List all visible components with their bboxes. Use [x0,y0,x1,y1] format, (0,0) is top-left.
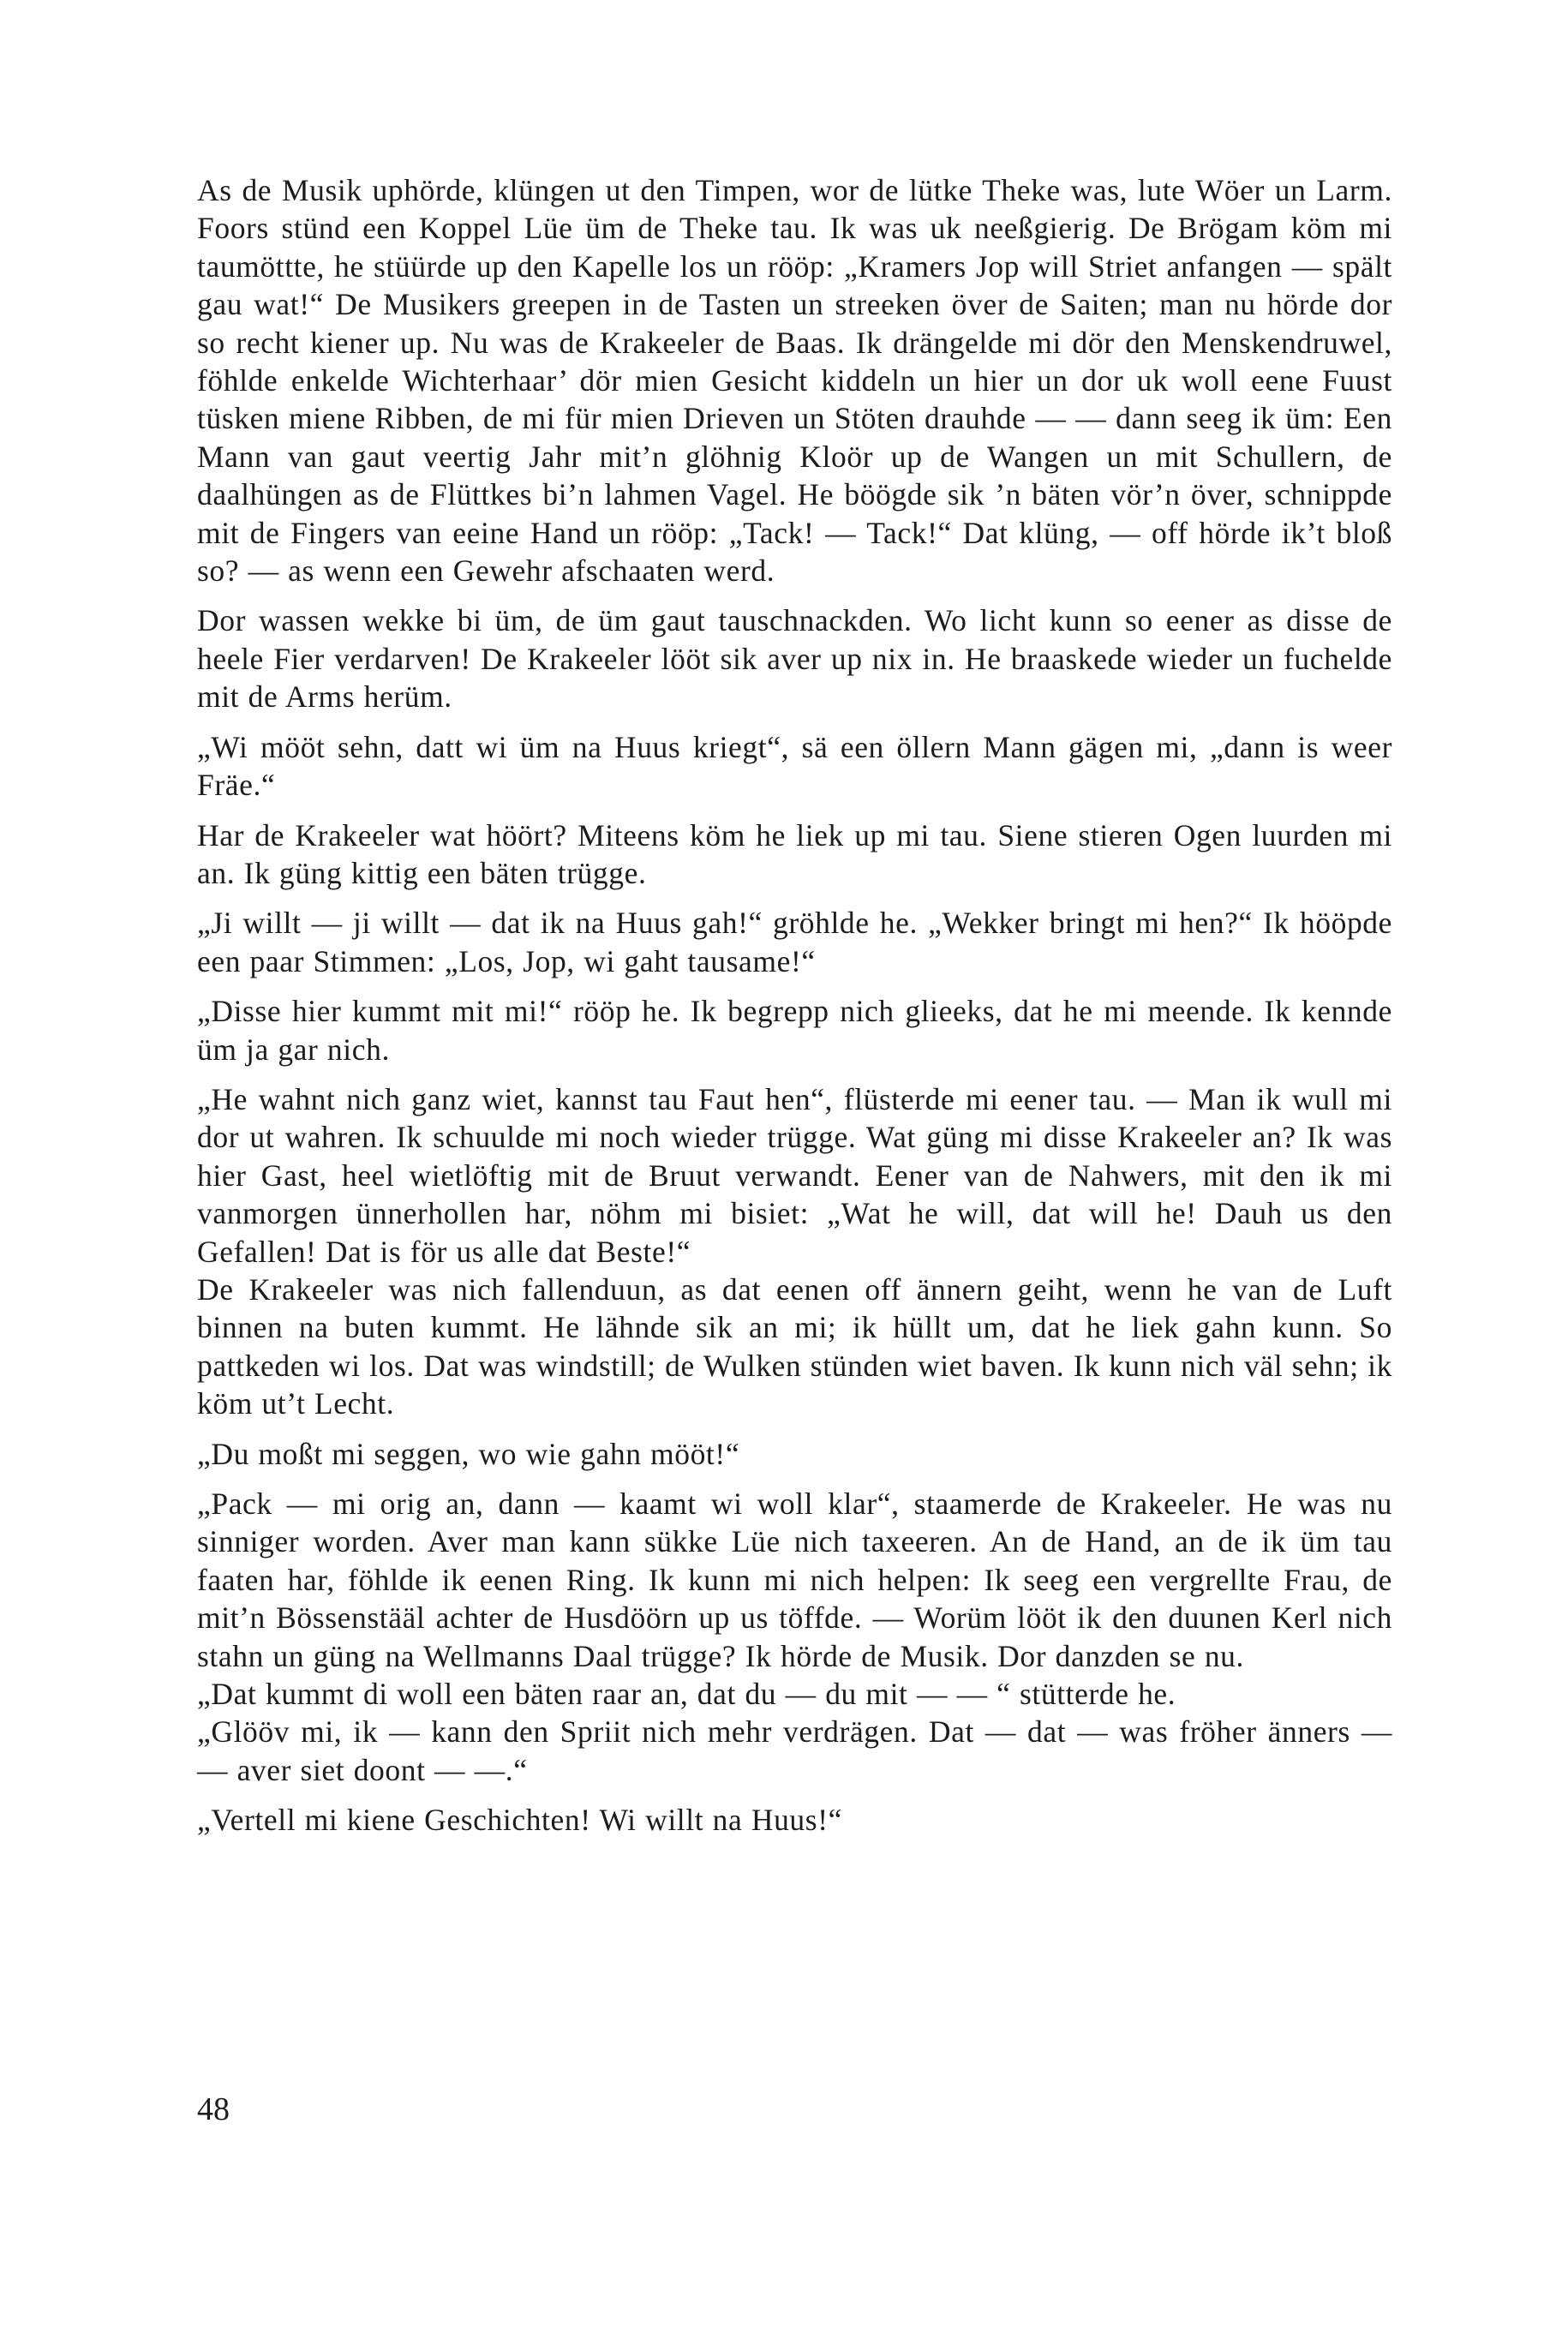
paragraph-11: „Dat kummt di woll een bäten raar an, dat du — du mit — — “ stütterde he. [197,1677,1176,1712]
page-number: 48 [197,2091,230,2127]
paragraph-7: „He wahnt nich ganz wiet, kannst tau Faut hen“, flüsterde mi eener tau. — Man ik wull mi dor ut wahren. Ik schuulde mi noch wieder trügge. Wat güng mi disse Krakeeler an? Ik was hier Gast, heel wietlöftig mit de Bruut verwandt. Eener van de Nahwers, mit den ik mi vanmorgen ünnerhollen har, nöhm mi bisiet: „Wat he will, dat will he! Dauh us den Gefallen! Dat is för us alle dat Beste!“ [197,1081,1392,1269]
paragraph-2: Dor wassen wekke bi üm, de üm gaut tauschnackden. Wo licht kunn so eener as disse de heele Fier verdarven! De Krakeeler lööt sik aver up nix in. He braaskede wieder un fuchelde mit de Arms herüm. [197,603,1392,715]
paragraph-1: As de Musik uphörde, klüngen ut den Timpen, wor de lütke Theke was, lute Wöer un Larm. Foors stünd een Koppel Lüe üm de Theke tau. Ik was uk neeßgierig. De Brögam köm mi taumöttte, he stüürde up den Kapelle los un rööp: „Kramers Jop will Striet anfangen — spält gau wat!“ De Musikers greepen in de Tasten un streeken över de Saiten; man nu hörde dor so recht kiener up. Nu was de Krakeeler de Baas. Ik drängelde mi dör den Menskendruwel, föhlde enkelde Wichterhaar’ dör mien Gesicht kiddeln un hier un dor uk woll eene Fuust tüsken miene Ribben, de mi für mien Drieven un Stöten drauhde — — dann seeg ik üm: Een Mann van gaut veertig Jahr mit’n glöhnig Kloör up de Wangen un mit Schullern, de daalhüngen as de Flüttkes bi’n lahmen Vagel. He böögde sik ’n bäten vör’n över, schnippde mit de Fingers van eeine Hand un rööp: „Tack! — Tack!“ Dat klüng, — off hörde ik’t bloß so? — as wenn een Gewehr afschaaten werd. [197,173,1392,589]
paragraph-4: Har de Krakeeler wat höört? Miteens köm he liek up mi tau. Siene stieren Ogen luurden mi an. Ik güng kittig een bäten trügge. [197,817,1392,890]
paragraph-3: „Wi mööt sehn, datt wi üm na Huus kriegt“, sä een öllern Mann gägen mi, „dann is weer Fräe.“ [197,729,1392,803]
paragraph-10: „Pack — mi orig an, dann — kaamt wi woll klar“, staamerde de Krakeeler. He was nu sinniger worden. Aver man kann sükke Lüe nich taxeeren. An de Hand, an de ik üm tau faaten har, föhlde ik eenen Ring. Ik kunn mi nich helpen: Ik seeg een vergrellte Frau, de mit’n Bössenstääl achter de Husdöörn up us töffde. — Worüm lööt ik den duunen Kerl nich stahn un güng na Wellmanns Daal trügge? Ik hörde de Musik. Dor danzden se nu. [197,1487,1392,1673]
paragraph-8: De Krakeeler was nich fallenduun, as dat eenen off ännern geiht, wenn he van de Luft binnen na buten kummt. He lähnde sik an mi; ik hüllt um, dat he liek gahn kunn. So pattkeden wi los. Dat was windstill; de Wulken stünden wiet baven. Ik kunn nich väl sehn; ik köm ut’t Lecht. [197,1271,1392,1421]
paragraph-9: „Du moßt mi seggen, wo wie gahn mööt!“ [197,1436,740,1471]
paragraph-5: „Ji willt — ji willt — dat ik na Huus gah!“ gröhlde he. „Wekker bringt mi hen?“ Ik hööрde een paar Stimmen: „Los, Jop, wi gaht tausame!“ [197,906,1392,978]
page-body [197,171,1392,1851]
paragraph-13: „Vertell mi kiene Geschichten! Wi willt na Huus!“ [197,1803,842,1838]
paragraph-12: „Glööv mi, ik — kann den Spriit nich mehr verdrägen. Dat — dat — was fröher änners — — aver siet doont — —.“ [197,1714,1392,1787]
paragraph-6: „Disse hier kummt mit mi!“ rööp he. Ik begrepp nich glieeks, dat he mi meende. Ik kennde üm ja gar nich. [197,994,1392,1067]
